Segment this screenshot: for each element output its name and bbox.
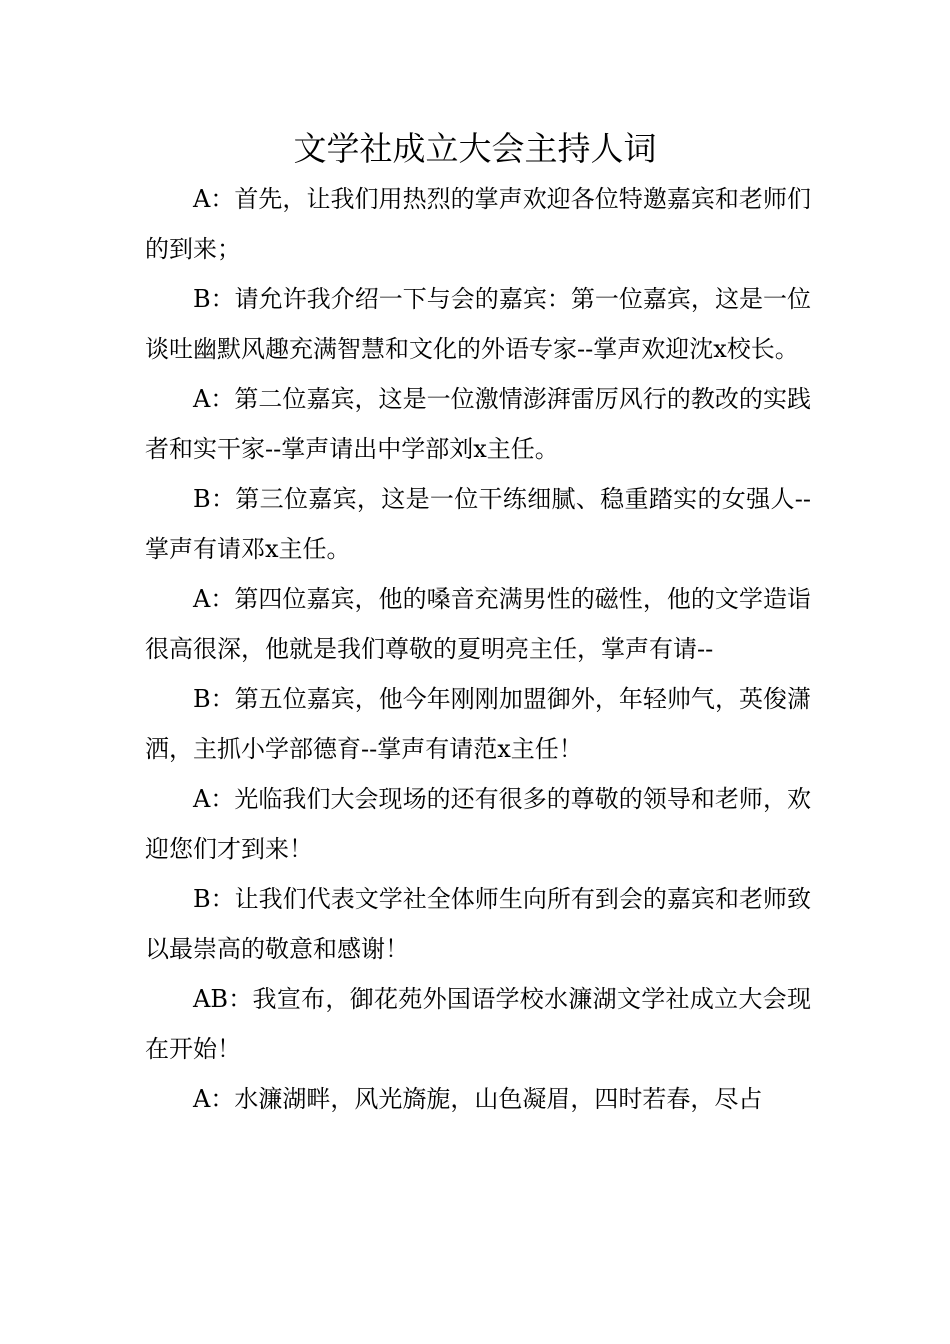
paragraph: A：光临我们大会现场的还有很多的尊敬的领导和老师，欢迎您们才到来！ (145, 785, 811, 863)
paragraph: B：让我们代表文学社全体师生向所有到会的嘉宾和老师致以最崇高的敬意和感谢！ (145, 885, 811, 963)
paragraph: AB：我宣布，御花苑外国语学校水濂湖文学社成立大会现在开始！ (145, 985, 811, 1063)
paragraph: B：请允许我介绍一下与会的嘉宾：第一位嘉宾，这是一位谈吐幽默风趣充满智慧和文化的外语专家--掌声欢迎沈x校长。 (145, 285, 811, 363)
paragraph: B：第五位嘉宾，他今年刚刚加盟御外，年轻帅气，英俊潇洒，主抓小学部德育--掌声有请范x主任！ (145, 685, 811, 763)
paragraph: A：第四位嘉宾，他的嗓音充满男性的磁性，他的文学造诣很高很深，他就是我们尊敬的夏明亮主任，掌声有请-- (145, 585, 811, 663)
paragraph: B：第三位嘉宾，这是一位干练细腻、稳重踏实的女强人--掌声有请邓x主任。 (145, 485, 811, 563)
document-body (145, 174, 811, 1124)
document-title: 文学社成立大会主持人词 (293, 129, 657, 168)
paragraph: A：首先，让我们用热烈的掌声欢迎各位特邀嘉宾和老师们的到来； (145, 185, 811, 263)
paragraph: A：第二位嘉宾，这是一位激情澎湃雷厉风行的教改的实践者和实干家--掌声请出中学部刘x主任。 (145, 385, 811, 463)
paragraph: A：水濂湖畔，风光旖旎，山色凝眉，四时若春，尽占 (193, 1085, 763, 1113)
